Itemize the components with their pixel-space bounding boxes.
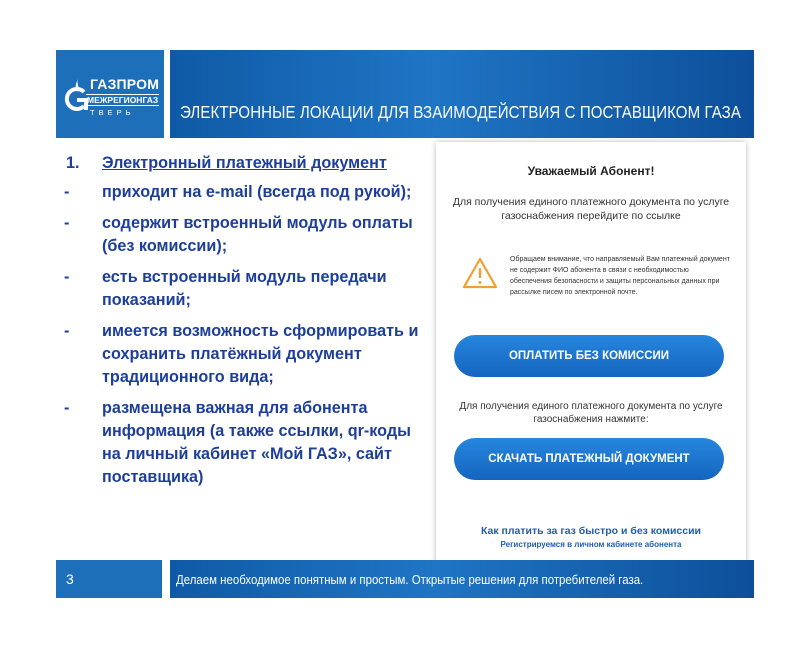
warning-triangle-icon [462, 257, 498, 289]
bullet-marker: - [64, 214, 70, 232]
feature-list [62, 152, 424, 497]
heading-link[interactable]: Электронный платежный документ [102, 154, 387, 172]
list-item [62, 320, 424, 389]
slide-title: ЭЛЕКТРОННЫЕ ЛОКАЦИИ ДЛЯ ВЗАИМОДЕЙСТВИЯ С ПОСТАВЩИКОМ ГАЗА [180, 102, 741, 122]
payment-document-card [436, 142, 746, 594]
slide [56, 50, 754, 598]
bullet-marker: - [64, 268, 70, 286]
heading-number: 1. [66, 154, 80, 172]
list-item-text: есть встроенный модуль передачи показаний; [102, 268, 387, 309]
list-item [62, 212, 424, 258]
header-bar [170, 50, 754, 138]
list-item-text: имеется возможность сформировать и сохранить платёжный документ традиционного вида; [102, 322, 419, 386]
footer-bar [170, 560, 754, 598]
logo-text-city: ТВЕРЬ [90, 108, 135, 117]
list-item [62, 266, 424, 312]
logo-text-sub: МЕЖРЕГИОНГАЗ [87, 95, 159, 105]
card-greeting: Уважаемый Абонент! [527, 164, 655, 178]
list-item-text: содержит встроенный модуль оплаты (без комиссии); [102, 214, 413, 255]
company-logo [56, 50, 164, 138]
card-note: Обращаем внимание, что направляемый Вам платежный документ не содержит ФИО абонента в связи с необходимостью обеспечения безопасности и защиты персональных данных при рассылке писем по электронной почте. [510, 256, 730, 296]
list-item-text: приходит на e-mail (всегда под рукой); [102, 183, 412, 201]
list-item-text: размещена важная для абонента информация (а также ссылки, qr-коды на личный кабинет «Мой ГАЗ», сайт поставщика) [102, 399, 411, 486]
list-heading [62, 152, 424, 175]
pay-without-commission-button[interactable]: ОПЛАТИТЬ БЕЗ КОМИССИИ [454, 335, 724, 377]
header [56, 50, 754, 138]
bullet-marker: - [64, 322, 70, 340]
footer-page-box [56, 560, 162, 598]
list-item [62, 397, 424, 489]
card-intro: Для получения единого платежного документа по услуге газоснабжения перейдите по ссылке [452, 196, 730, 222]
list-item [62, 181, 424, 204]
register-account-link[interactable]: Регистрируемся в личном кабинете абонента [500, 540, 682, 549]
footer-slogan: Делаем необходимое понятным и простым. Открытые решения для потребителей газа. [176, 572, 644, 587]
card-intro-download: Для получения единого платежного документа по услуге газоснабжения нажмите: [459, 401, 723, 425]
page-number: 3 [66, 571, 74, 587]
logo-text-main: ГАЗПРОМ [90, 76, 160, 92]
bullet-marker: - [64, 399, 70, 417]
how-to-pay-link[interactable]: Как платить за газ быстро и без комиссии [480, 525, 702, 537]
bullet-marker: - [64, 183, 70, 201]
download-document-button[interactable]: СКАЧАТЬ ПЛАТЕЖНЫЙ ДОКУМЕНТ [454, 438, 724, 480]
